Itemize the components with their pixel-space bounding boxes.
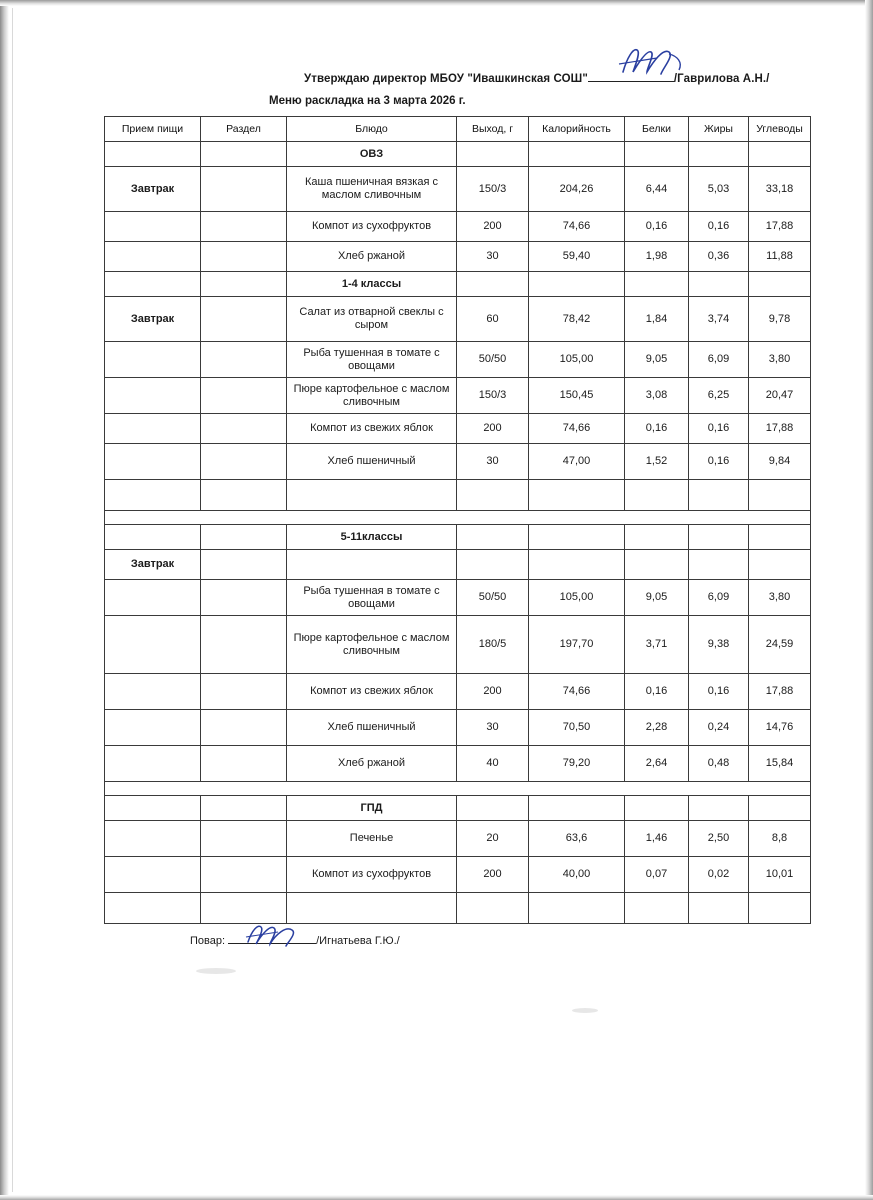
cell-fats: 2,50 (689, 821, 749, 857)
cell-dish: Хлеб ржаной (287, 746, 457, 782)
approval-text: Утверждаю директор МБОУ "Ивашкинская СОШ" (304, 73, 588, 85)
table-row (105, 297, 811, 342)
cell-proteins (625, 480, 689, 511)
table-row (105, 674, 811, 710)
footer-role-label: Повар: (190, 935, 226, 947)
cell-meal: Завтрак (105, 297, 201, 342)
approval-header (104, 70, 810, 85)
group-cell-carbs (749, 796, 811, 821)
cell-section (201, 297, 287, 342)
cell-dish (287, 550, 457, 580)
cell-meal (105, 242, 201, 272)
table-row (105, 212, 811, 242)
cell-carbs: 17,88 (749, 674, 811, 710)
cell-proteins: 2,28 (625, 710, 689, 746)
cell-proteins: 0,07 (625, 857, 689, 893)
cell-output: 200 (457, 212, 529, 242)
group-cell-section (201, 525, 287, 550)
table-spacer (105, 511, 811, 525)
cell-fats: 9,38 (689, 616, 749, 674)
cell-carbs: 8,8 (749, 821, 811, 857)
group-cell-output (457, 525, 529, 550)
table-row (105, 480, 811, 511)
scan-edge-right (865, 0, 873, 1200)
cell-output: 200 (457, 674, 529, 710)
cell-section (201, 212, 287, 242)
table-row (105, 342, 811, 378)
cell-output: 30 (457, 710, 529, 746)
cell-output: 150/3 (457, 378, 529, 414)
table-row (105, 580, 811, 616)
cell-section (201, 414, 287, 444)
cell-dish: Рыба тушенная в томате с овощами (287, 580, 457, 616)
cell-calories: 59,40 (529, 242, 625, 272)
cell-proteins: 0,16 (625, 212, 689, 242)
cell-calories: 150,45 (529, 378, 625, 414)
cell-section (201, 821, 287, 857)
cell-section (201, 674, 287, 710)
cell-section (201, 167, 287, 212)
cell-dish: Хлеб пшеничный (287, 444, 457, 480)
cell-fats: 3,74 (689, 297, 749, 342)
cell-dish: Рыба тушенная в томате с овощами (287, 342, 457, 378)
group-title: 1-4 классы (287, 272, 457, 297)
table-row (105, 167, 811, 212)
cell-dish: Каша пшеничная вязкая с маслом сливочным (287, 167, 457, 212)
cell-calories: 197,70 (529, 616, 625, 674)
cell-proteins: 6,44 (625, 167, 689, 212)
group-cell-calories (529, 796, 625, 821)
cell-dish (287, 480, 457, 511)
cell-dish: Печенье (287, 821, 457, 857)
cell-carbs: 33,18 (749, 167, 811, 212)
cell-output: 50/50 (457, 342, 529, 378)
cell-fats (689, 480, 749, 511)
cell-fats: 0,16 (689, 444, 749, 480)
cell-carbs: 14,76 (749, 710, 811, 746)
header-fats: Жиры (689, 117, 749, 142)
cell-fats: 0,16 (689, 414, 749, 444)
cell-calories: 63,6 (529, 821, 625, 857)
cell-meal (105, 710, 201, 746)
cell-fats (689, 893, 749, 924)
table-header-row (105, 117, 811, 142)
cell-proteins: 3,71 (625, 616, 689, 674)
cell-fats: 6,09 (689, 580, 749, 616)
menu-title: Меню раскладка на 3 марта 2026 г. (269, 95, 466, 107)
cell-output: 30 (457, 444, 529, 480)
cell-fats: 6,25 (689, 378, 749, 414)
cell-dish: Компот из сухофруктов (287, 857, 457, 893)
table-row (105, 710, 811, 746)
header-proteins: Белки (625, 117, 689, 142)
footer-name: /Игнатьева Г.Ю./ (316, 935, 400, 947)
cell-meal (105, 480, 201, 511)
cell-section (201, 242, 287, 272)
cell-calories: 70,50 (529, 710, 625, 746)
cell-calories: 78,42 (529, 297, 625, 342)
cell-section (201, 480, 287, 511)
approval-name: /Гаврилова А.Н./ (673, 73, 770, 85)
menu-table (104, 116, 811, 924)
cell-carbs: 9,78 (749, 297, 811, 342)
group-cell-proteins (625, 796, 689, 821)
header-dish: Блюдо (287, 117, 457, 142)
cell-calories (529, 480, 625, 511)
group-cell-proteins (625, 142, 689, 167)
cell-meal (105, 616, 201, 674)
header-meal: Прием пищи (105, 117, 201, 142)
cell-output: 20 (457, 821, 529, 857)
cell-meal (105, 674, 201, 710)
cell-meal (105, 821, 201, 857)
cell-carbs: 17,88 (749, 414, 811, 444)
cell-fats: 0,16 (689, 674, 749, 710)
table-row (105, 444, 811, 480)
cell-proteins: 9,05 (625, 580, 689, 616)
cell-calories: 74,66 (529, 414, 625, 444)
group-cell-output (457, 272, 529, 297)
group-cell-carbs (749, 272, 811, 297)
cell-proteins: 0,16 (625, 674, 689, 710)
cell-fats: 6,09 (689, 342, 749, 378)
cell-output: 60 (457, 297, 529, 342)
table-row (105, 616, 811, 674)
table-row (105, 746, 811, 782)
group-cell-fats (689, 142, 749, 167)
cell-meal (105, 580, 201, 616)
cell-section (201, 616, 287, 674)
table-row (105, 242, 811, 272)
cell-carbs (749, 550, 811, 580)
cell-dish: Хлеб ржаной (287, 242, 457, 272)
table-spacer (105, 782, 811, 796)
cell-proteins (625, 550, 689, 580)
cell-meal (105, 444, 201, 480)
cell-fats: 0,36 (689, 242, 749, 272)
cell-section (201, 746, 287, 782)
cell-output (457, 550, 529, 580)
cell-carbs (749, 893, 811, 924)
cell-proteins: 1,52 (625, 444, 689, 480)
cell-proteins: 1,98 (625, 242, 689, 272)
cell-proteins: 9,05 (625, 342, 689, 378)
cell-carbs: 20,47 (749, 378, 811, 414)
cell-meal: Завтрак (105, 167, 201, 212)
cell-calories (529, 893, 625, 924)
table-row (105, 378, 811, 414)
cell-section (201, 710, 287, 746)
group-cell-proteins (625, 272, 689, 297)
cell-section (201, 342, 287, 378)
table-row (105, 893, 811, 924)
cell-calories: 47,00 (529, 444, 625, 480)
cell-section (201, 857, 287, 893)
header-section: Раздел (201, 117, 287, 142)
cell-section (201, 893, 287, 924)
cell-calories: 204,26 (529, 167, 625, 212)
cell-fats: 5,03 (689, 167, 749, 212)
document-content (104, 70, 810, 955)
cell-proteins: 3,08 (625, 378, 689, 414)
group-cell-meal (105, 272, 201, 297)
cell-dish: Компот из свежих яблок (287, 674, 457, 710)
cell-fats: 0,02 (689, 857, 749, 893)
cell-output: 200 (457, 857, 529, 893)
group-cell-output (457, 142, 529, 167)
cell-output (457, 893, 529, 924)
group-cell-calories (529, 272, 625, 297)
scan-edge-left (0, 0, 9, 1200)
scan-edge-bottom (0, 1195, 873, 1200)
group-cell-calories (529, 525, 625, 550)
group-cell-calories (529, 142, 625, 167)
group-cell-carbs (749, 142, 811, 167)
cell-proteins: 2,64 (625, 746, 689, 782)
cell-proteins: 1,46 (625, 821, 689, 857)
cell-fats: 0,48 (689, 746, 749, 782)
group-title: ГПД (287, 796, 457, 821)
cell-fats: 0,24 (689, 710, 749, 746)
cell-meal: Завтрак (105, 550, 201, 580)
cell-calories: 40,00 (529, 857, 625, 893)
cell-carbs: 17,88 (749, 212, 811, 242)
scan-smudge (572, 1008, 598, 1013)
group-cell-meal (105, 525, 201, 550)
cell-carbs: 3,80 (749, 580, 811, 616)
group-cell-section (201, 796, 287, 821)
group-title-row (105, 525, 811, 550)
table-row (105, 414, 811, 444)
cell-carbs: 3,80 (749, 342, 811, 378)
cell-meal (105, 414, 201, 444)
scan-edge-top (0, 0, 873, 6)
cell-section (201, 444, 287, 480)
cell-calories: 105,00 (529, 342, 625, 378)
cell-dish: Пюре картофельное с маслом сливочным (287, 378, 457, 414)
cell-fats: 0,16 (689, 212, 749, 242)
cell-dish: Компот из сухофруктов (287, 212, 457, 242)
cell-output (457, 480, 529, 511)
group-cell-fats (689, 272, 749, 297)
header-carbs: Углеводы (749, 117, 811, 142)
cell-carbs: 15,84 (749, 746, 811, 782)
cell-dish: Компот из свежих яблок (287, 414, 457, 444)
cell-output: 200 (457, 414, 529, 444)
paper-fold-line (12, 8, 13, 1192)
group-title-row (105, 272, 811, 297)
group-title: ОВЗ (287, 142, 457, 167)
cell-dish: Салат из отварной свеклы с сыром (287, 297, 457, 342)
table-row (105, 550, 811, 580)
scan-smudge (196, 968, 236, 974)
cell-calories: 74,66 (529, 212, 625, 242)
cell-carbs (749, 480, 811, 511)
cell-carbs: 9,84 (749, 444, 811, 480)
header-output: Выход, г (457, 117, 529, 142)
cell-section (201, 580, 287, 616)
cell-section (201, 378, 287, 414)
group-title-row (105, 796, 811, 821)
group-cell-section (201, 272, 287, 297)
cell-fats (689, 550, 749, 580)
cell-carbs: 11,88 (749, 242, 811, 272)
group-cell-meal (105, 796, 201, 821)
cell-meal (105, 857, 201, 893)
cook-signature-line (228, 931, 316, 944)
group-cell-section (201, 142, 287, 167)
header-calories: Калорийность (529, 117, 625, 142)
cell-calories: 79,20 (529, 746, 625, 782)
group-cell-carbs (749, 525, 811, 550)
group-cell-proteins (625, 525, 689, 550)
cell-calories (529, 550, 625, 580)
cell-proteins (625, 893, 689, 924)
group-cell-meal (105, 142, 201, 167)
cell-output: 150/3 (457, 167, 529, 212)
cell-section (201, 550, 287, 580)
cell-dish (287, 893, 457, 924)
group-cell-fats (689, 525, 749, 550)
cell-proteins: 0,16 (625, 414, 689, 444)
group-cell-output (457, 796, 529, 821)
cell-calories: 105,00 (529, 580, 625, 616)
table-row (105, 857, 811, 893)
table-row (105, 821, 811, 857)
cell-output: 180/5 (457, 616, 529, 674)
cell-carbs: 10,01 (749, 857, 811, 893)
cell-meal (105, 378, 201, 414)
cell-carbs: 24,59 (749, 616, 811, 674)
group-title-row (105, 142, 811, 167)
cell-meal (105, 746, 201, 782)
cell-dish: Пюре картофельное с маслом сливочным (287, 616, 457, 674)
signature-line (588, 70, 674, 82)
cell-meal (105, 212, 201, 242)
cell-meal (105, 893, 201, 924)
group-cell-fats (689, 796, 749, 821)
cell-meal (105, 342, 201, 378)
cell-dish: Хлеб пшеничный (287, 710, 457, 746)
cell-proteins: 1,84 (625, 297, 689, 342)
cell-output: 40 (457, 746, 529, 782)
cell-output: 50/50 (457, 580, 529, 616)
footer-signature-block (104, 931, 810, 955)
group-title: 5-11классы (287, 525, 457, 550)
cell-output: 30 (457, 242, 529, 272)
cell-calories: 74,66 (529, 674, 625, 710)
